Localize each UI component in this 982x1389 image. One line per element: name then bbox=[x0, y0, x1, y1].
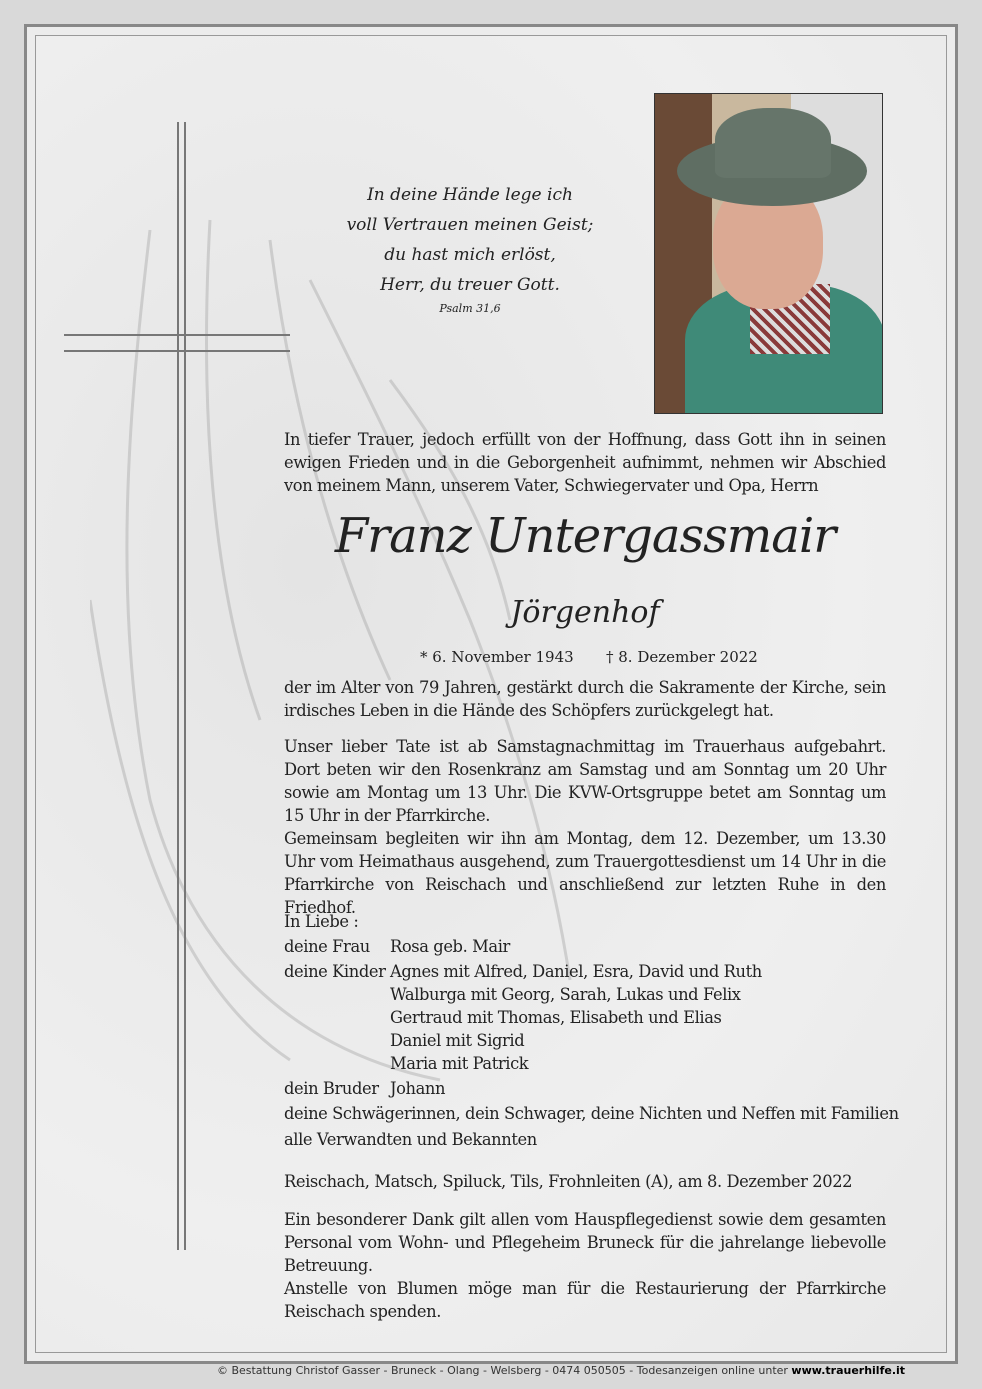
farm-name: Jörgenhof bbox=[510, 595, 660, 630]
place-date: Reischach, Matsch, Spiluck, Tils, Frohnleiten (A), am 8. Dezember 2022 bbox=[284, 1172, 853, 1191]
poem-line: Herr, du treuer Gott. bbox=[380, 275, 560, 295]
family-row: deine Kinder Agnes mit Alfred, Daniel, Esra, David und Ruth Walburga mit Georg, Sarah, Lukas und Felix Gertraud mit Thomas, Elisabeth und Elias Daniel mit Sigrid Maria mit Patrick bbox=[284, 962, 762, 1073]
funeral-text: Gemeinsam begleiten wir ihn am Montag, dem 12. Dezember, um 13.30 Uhr vom Heimathaus ausgehend, zum Trauergottesdienst um 14 Uhr in die Pfarrkirche von Reischach und anschließend zur letzten Ruhe in den Friedhof. bbox=[284, 829, 886, 917]
family-row: dein Bruder Johann bbox=[284, 1079, 446, 1098]
life-text: der im Alter von 79 Jahren, gestärkt durch die Sakramente der Kirche, sein irdisches Leben in die Hände des Schöpfers zurückgelegt hat. bbox=[284, 678, 886, 720]
footer: © Bestattung Christof Gasser - Bruneck - Olang - Welsberg - 0474 050505 - Todesanzeigen online unter www.trauerhilfe.it bbox=[216, 1364, 906, 1377]
psalm-reference: Psalm 31,6 bbox=[439, 302, 501, 315]
deceased-name: Franz Untergassmair bbox=[334, 508, 836, 564]
extended-family: deine Schwägerinnen, dein Schwager, deine Nichten und Neffen mit Familien bbox=[284, 1104, 899, 1123]
relatives: alle Verwandten und Bekannten bbox=[284, 1130, 537, 1149]
birth-date: * 6. November 1943 bbox=[420, 648, 574, 666]
thanks-text: Ein besonderer Dank gilt allen vom Hauspflegedienst sowie dem gesamten Personal vom Wohn- und Pflegeheim Bruneck für die jahrelange liebevolle Betreuung. bbox=[284, 1210, 886, 1275]
intro-text: In tiefer Trauer, jedoch erfüllt von der Hoffnung, dass Gott ihn in seinen ewigen Frieden und in die Geborgenheit aufnimmt, nehmen wir Abschied von meinem Mann, unserem Vater, Schwiegervater und Opa, Herrn bbox=[284, 430, 886, 495]
flowers-text: Anstelle von Blumen möge man für die Restaurierung der Pfarrkirche Reischach spenden. bbox=[284, 1279, 886, 1321]
deceased-portrait-photo bbox=[654, 93, 883, 414]
death-date: † 8. Dezember 2022 bbox=[606, 648, 758, 666]
poem-line: voll Vertrauen meinen Geist; bbox=[346, 215, 594, 235]
poem-line: In deine Hände lege ich bbox=[367, 185, 573, 205]
psalm-quote bbox=[340, 180, 600, 318]
website-link[interactable]: www.trauerhilfe.it bbox=[791, 1364, 906, 1377]
wake-text: Unser lieber Tate ist ab Samstagnachmittag im Trauerhaus aufgebahrt. Dort beten wir den Rosenkranz am Samstag und am Sonntag um 20 Uhr sowie am Montag um 13 Uhr. Die KVW-Ortsgruppe betet am Sonntag um 15 Uhr in der Pfarrkirche. bbox=[284, 737, 886, 825]
poem-line: du hast mich erlöst, bbox=[384, 245, 556, 265]
family-row: deine Frau Rosa geb. Mair bbox=[284, 937, 510, 956]
in-love-label: In Liebe : bbox=[284, 912, 359, 931]
family-list bbox=[284, 910, 904, 1151]
